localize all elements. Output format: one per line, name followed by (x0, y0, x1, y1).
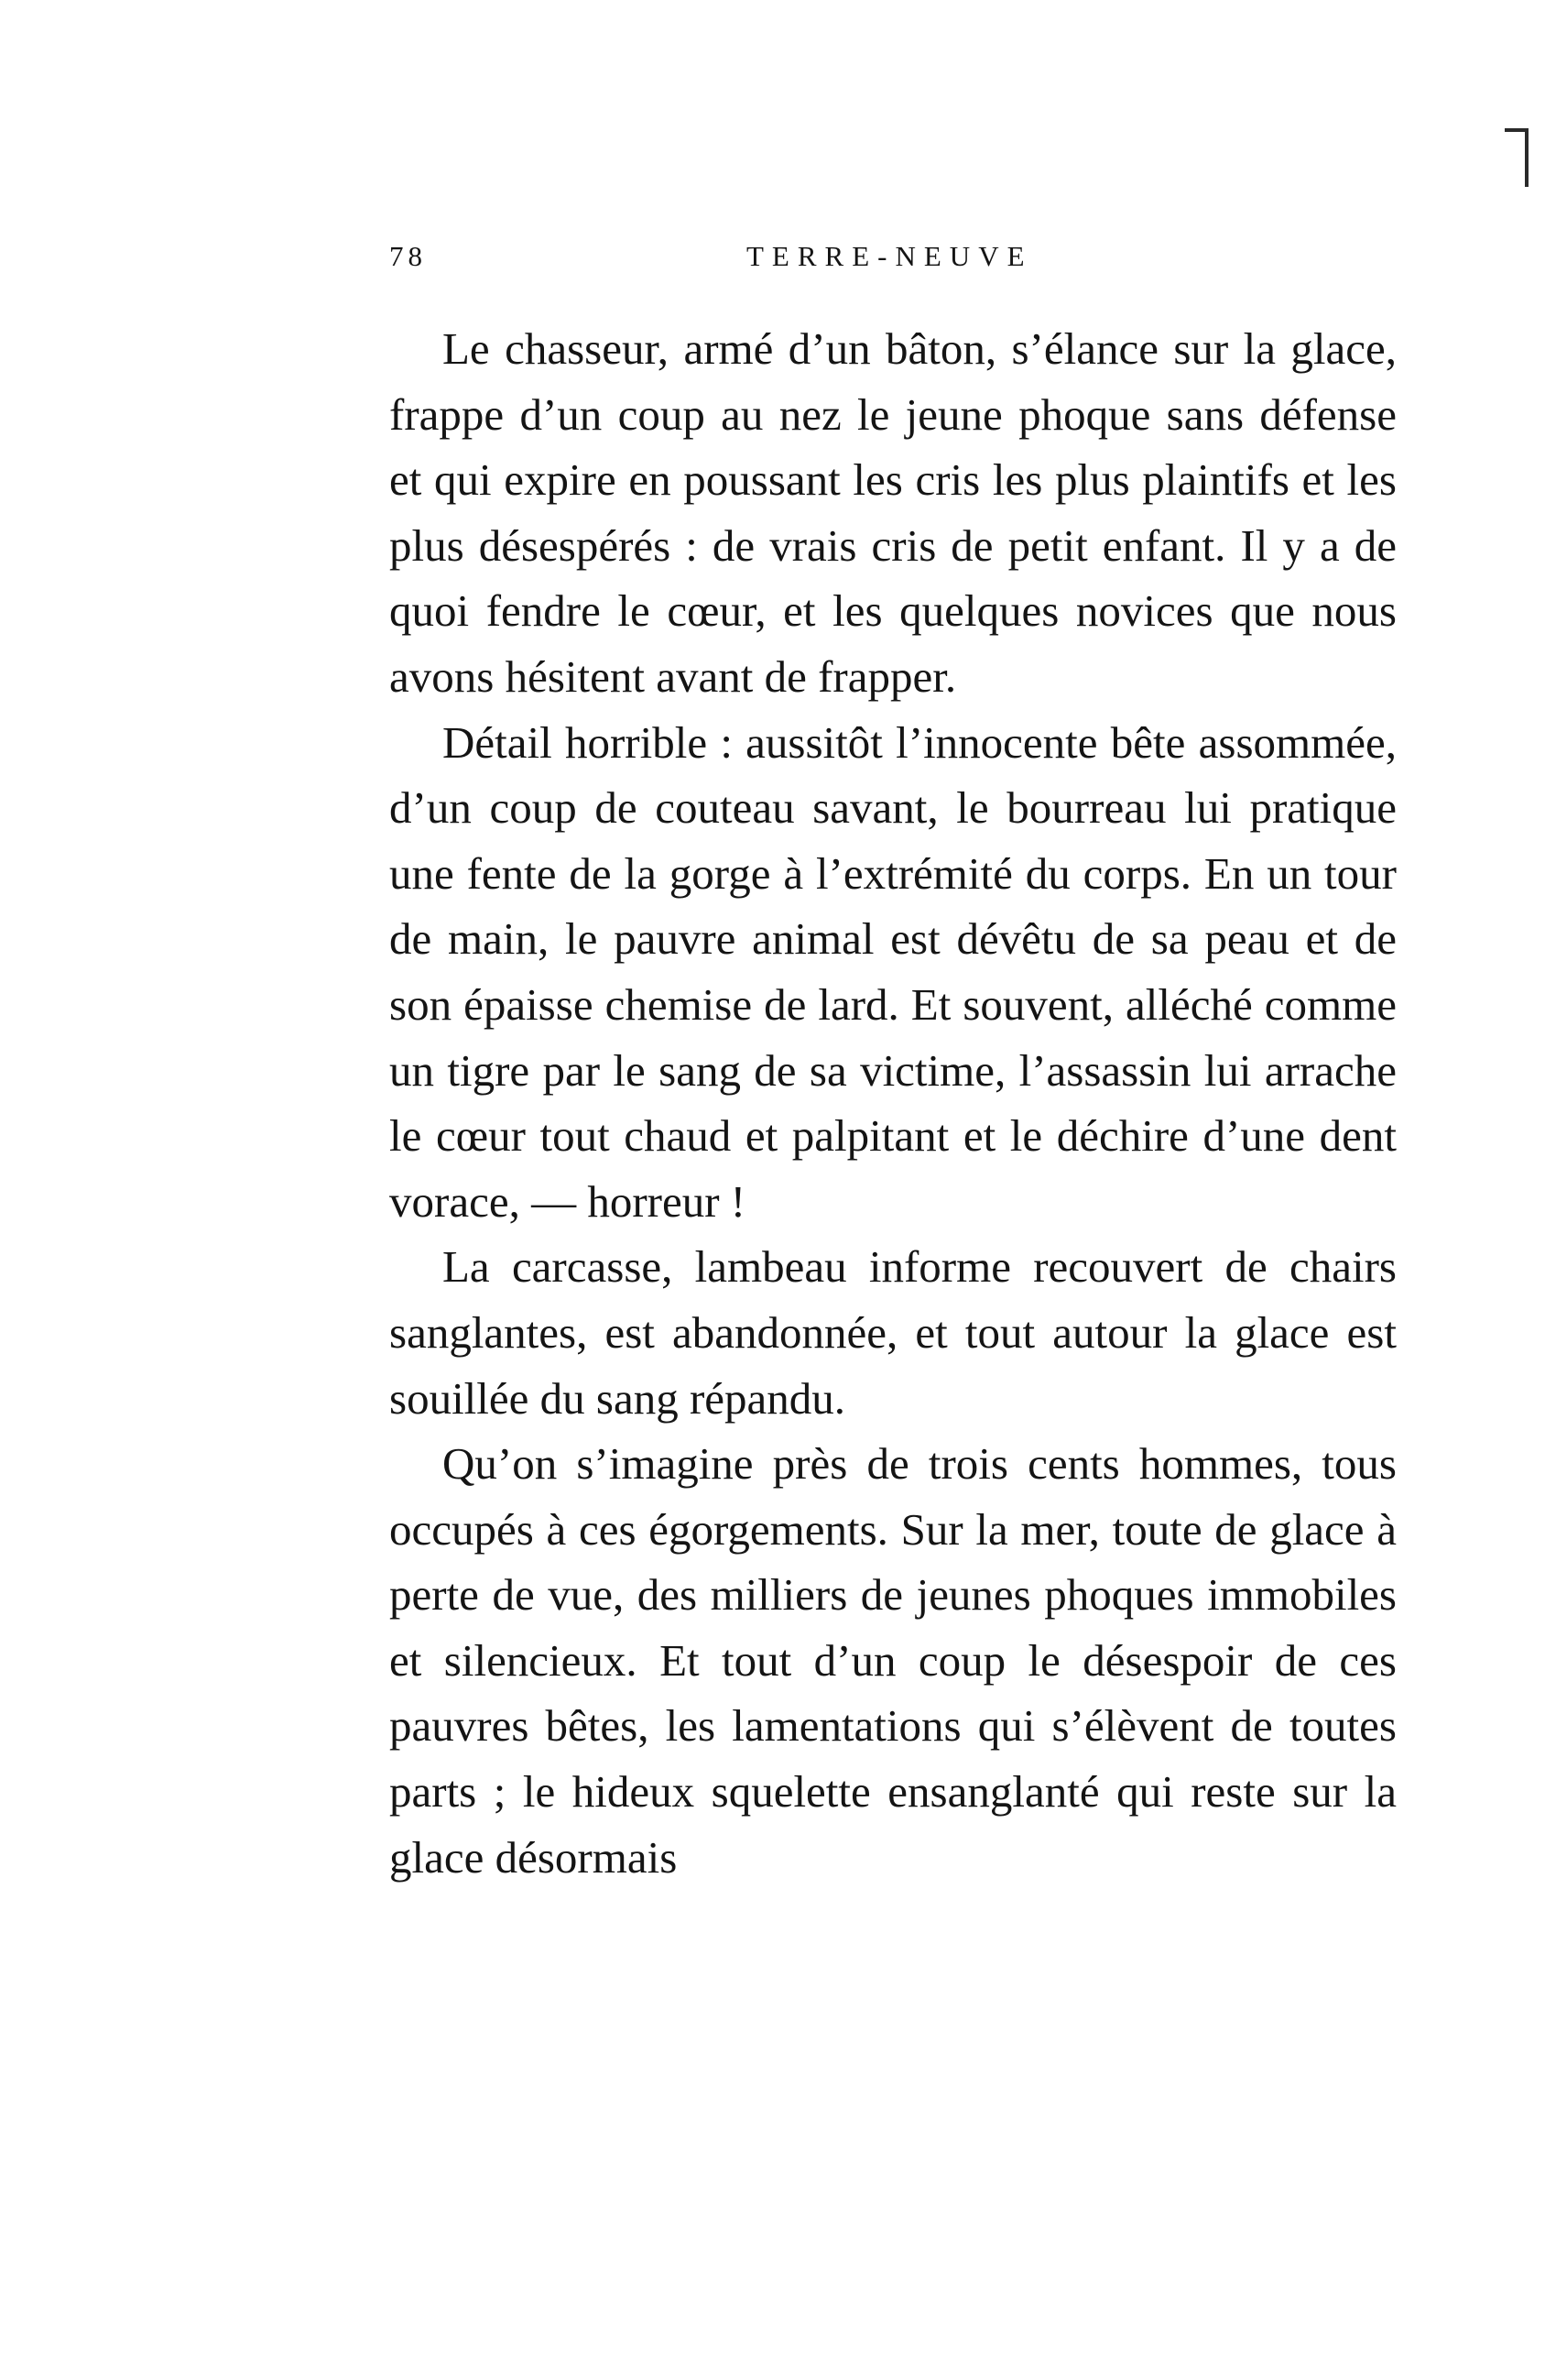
paragraph-1: Le chasseur, armé d’un bâton, s’élance sur la glace, frappe d’un coup au nez le jeune phoque sans défense et qui expire en poussant les cris les plus plaintifs et les plus désespérés : de vrais cris de petit enfant. Il y a de quoi fendre le cœur, et les quelques novices que nous avons hésitent avant de frapper. (389, 323, 1397, 702)
running-title: TERRE-NEUVE (746, 240, 1033, 272)
paragraph-4: Qu’on s’imagine près de trois cents hommes, tous occupés à ces égorgements. Sur la mer, toute de glace à perte de vue, des milliers de jeunes phoques immobiles et silencieux. Et tout d’un coup le désespoir de ces pauvres bêtes, les lamentations qui s’élèvent de toutes parts ; le hideux squelette ensanglanté qui reste sur la glace désormais (389, 1438, 1397, 1883)
paragraph-3: La carcasse, lambeau informe recouvert de chairs sanglantes, est abandonnée, et tout autour la glace est souillée du sang répandu. (389, 1241, 1397, 1424)
running-head (389, 240, 1397, 277)
page-edge-notch (1505, 128, 1529, 132)
page-number: 78 (389, 240, 427, 272)
page-edge-mark (1525, 128, 1529, 187)
body-text (389, 316, 1397, 1890)
paragraph-2: Détail horrible : aussitôt l’innocente bête assommée, d’un coup de couteau savant, le bourreau lui pratique une fente de la gorge à l’extrémité du corps. En un tour de main, le pauvre animal est dévêtu de sa peau et de son épaisse chemise de lard. Et souvent, alléché comme un tigre par le sang de sa victime, l’assassin lui arrache le cœur tout chaud et palpitant et le déchire d’une dent vorace, — horreur ! (389, 716, 1397, 1227)
